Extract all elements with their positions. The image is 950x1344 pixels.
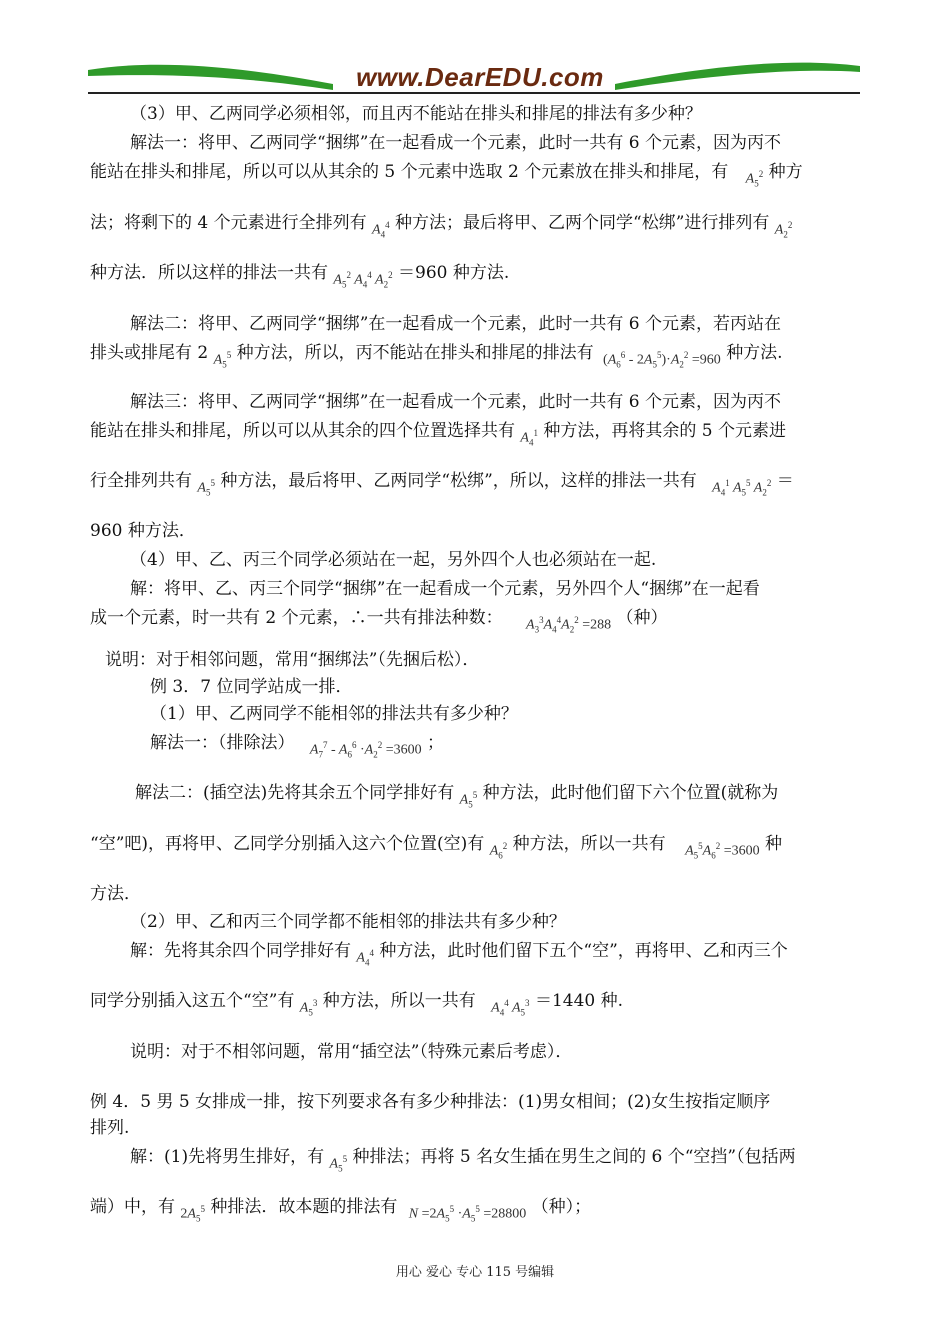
text-line: （2）甲、乙和丙三个同学都不能相邻的排法共有多少种？ <box>130 912 566 932</box>
formula: $A_3^3A_4^4A_2^2 =288$ <box>526 615 612 635</box>
text-line: 说明：对于不相邻问题，常用“插空法”（特殊元素后考虑）． <box>130 1042 573 1062</box>
banner-logo: www.DearEDU.com <box>356 62 604 92</box>
text-line: “空”吧)，再将甲、乙同学分别插入这六个位置(空)有 $A_6^2$ 种方法，所以一共有 $A_5^5A_6^2 =3600$ 种 <box>90 834 782 866</box>
text-line: 解法三：将甲、乙两同学“捆绑”在一起看成一个元素，此时一共有 6 个元素，因为丙不 <box>130 392 782 412</box>
text-line: 例 3．7 位同学站成一排． <box>150 677 353 697</box>
formula: $A_4^4$ <box>372 220 390 240</box>
text-line: 成一个元素，时一共有 2 个元素，∴一共有排法种数： $A_3^3A_4^4A_2^2 =288$ （种） <box>90 608 668 640</box>
text-line: 排列. <box>90 1118 130 1138</box>
page-footer: 用心 爱心 专心 115 号编辑 <box>395 1265 555 1280</box>
text-line: 方法． <box>90 884 141 904</box>
formula: $A_5^5A_6^2 =3600$ <box>685 841 760 861</box>
text-line: （3）甲、乙两同学必须相邻，而且丙不能站在排头和排尾的排法有多少种？ <box>130 104 702 124</box>
text-line: 解法二：(插空法)先将其余五个同学排好有 $A_5^5$ 种方法，此时他们留下六个位置(就称为 <box>135 783 778 815</box>
formula: $A_5^5$ <box>329 1154 348 1174</box>
formula: $A_5^2$ $A_4^4$ $A_2^2$ <box>333 270 393 290</box>
text-line: 法；将剩下的 4 个元素进行全排列有 $A_4^4$ 种方法；最后将甲、乙两个同学“松绑”进行排列有 $A_2^2$ <box>90 213 792 245</box>
text-line: （1）甲、乙两同学不能相邻的排法共有多少种？ <box>150 704 518 724</box>
formula: $A_4^1$ $A_5^5$ $A_2^2$ <box>712 478 772 498</box>
text-line: 解法一：（排除法） $A_7^7 - A_6^6 \cdot A_2^2 =3600$ ； <box>150 733 444 765</box>
formula: $A_6^2$ <box>489 841 508 861</box>
formula: $A_4^4$ $A_5^3$ <box>491 998 530 1018</box>
text-line: 解：先将其余四个同学排好有 $A_4^4$ 种方法，此时他们留下五个“空”，再将甲、乙和丙三个 <box>130 941 788 973</box>
formula: $A_5^5$ <box>213 350 232 370</box>
text-line: 解：将甲、乙、丙三个同学“捆绑”在一起看成一个元素，另外四个人“捆绑”在一起看 <box>130 579 760 599</box>
text-line: 行全排列共有 $A_5^5$ 种方法，最后将甲、乙两同学“松绑”，所以，这样的排法一共有 $A_4^1$ $A_5^5$ $A_2^2$ ＝ <box>90 471 794 503</box>
formula: $(A_6^6 - 2A_5^5)\cdot A_2^2 =960$ <box>603 350 721 370</box>
formula: $2A_5^5$ <box>180 1204 205 1224</box>
text-line: 排头或排尾有 2 $A_5^5$ 种方法，所以，丙不能站在排头和排尾的排法有 $(A_6^6 - 2A_5^5)\cdot A_2^2 =960$ 种方法. <box>90 343 783 375</box>
formula: $A_5^5$ <box>459 790 478 810</box>
header-rule <box>88 92 860 94</box>
text-line: 解：(1)先将男生排好，有 $A_5^5$ 种排法；再将 5 名女生插在男生之间的 6 个“空挡”（包括两 <box>130 1147 796 1179</box>
text-line: 例 4．5 男 5 女排成一排，按下列要求各有多少种排法：(1)男女相间；(2)女生按指定顺序 <box>90 1092 771 1112</box>
text-line: 解法二：将甲、乙两同学“捆绑”在一起看成一个元素，此时一共有 6 个元素，若丙站在 <box>130 314 782 334</box>
text-line: 解法一：将甲、乙两同学“捆绑”在一起看成一个元素，此时一共有 6 个元素，因为丙不 <box>130 133 782 153</box>
formula: $A_5^5$ <box>197 478 215 498</box>
formula: $N =2A_5^5 \cdot A_5^5 =28800$ <box>408 1204 527 1224</box>
text-line: 说明：对于相邻问题，常用“捆绑法”（先捆后松）． <box>105 650 480 670</box>
text-line: 端）中，有 $2A_5^5$ 种排法．故本题的排法有 $N =2A_5^5 \cdot A_5^5 =28800$ （种）； <box>90 1197 591 1229</box>
text-line: （4）甲、乙、丙三个同学必须站在一起，另外四个人也必须站在一起. <box>130 550 657 570</box>
formula: $A_2^2$ <box>774 220 793 240</box>
formula: $A_5^2$ <box>745 169 764 189</box>
text-line: 能站在排头和排尾，所以可以从其余的四个位置选择共有 $A_4^1$ 种方法，再将其余的 5 个元素进 <box>90 421 786 453</box>
formula: $A_4^1$ <box>520 428 538 448</box>
text-line: 同学分别插入这五个“空”有 $A_5^3$ 种方法，所以一共有 $A_4^4$ $A_5^3 =1440$ 种. <box>90 991 623 1023</box>
formula: $A_7^7 - A_6^6 \cdot A_2^2 =3600$ <box>309 740 422 760</box>
formula: $A_4^4$ <box>356 948 374 968</box>
text-line: 能站在排头和排尾，所以可以从其余的 5 个元素中选取 2 个元素放在排头和排尾，有 $A_5^2$ 种方 <box>90 162 803 194</box>
text-line: 种方法．所以这样的排法一共有 $A_5^2$ $A_4^4$ $A_2^2 =960$ 种方法. <box>90 263 509 295</box>
formula: $A_5^3$ <box>299 998 318 1018</box>
text-line: 960 种方法． <box>90 521 196 541</box>
